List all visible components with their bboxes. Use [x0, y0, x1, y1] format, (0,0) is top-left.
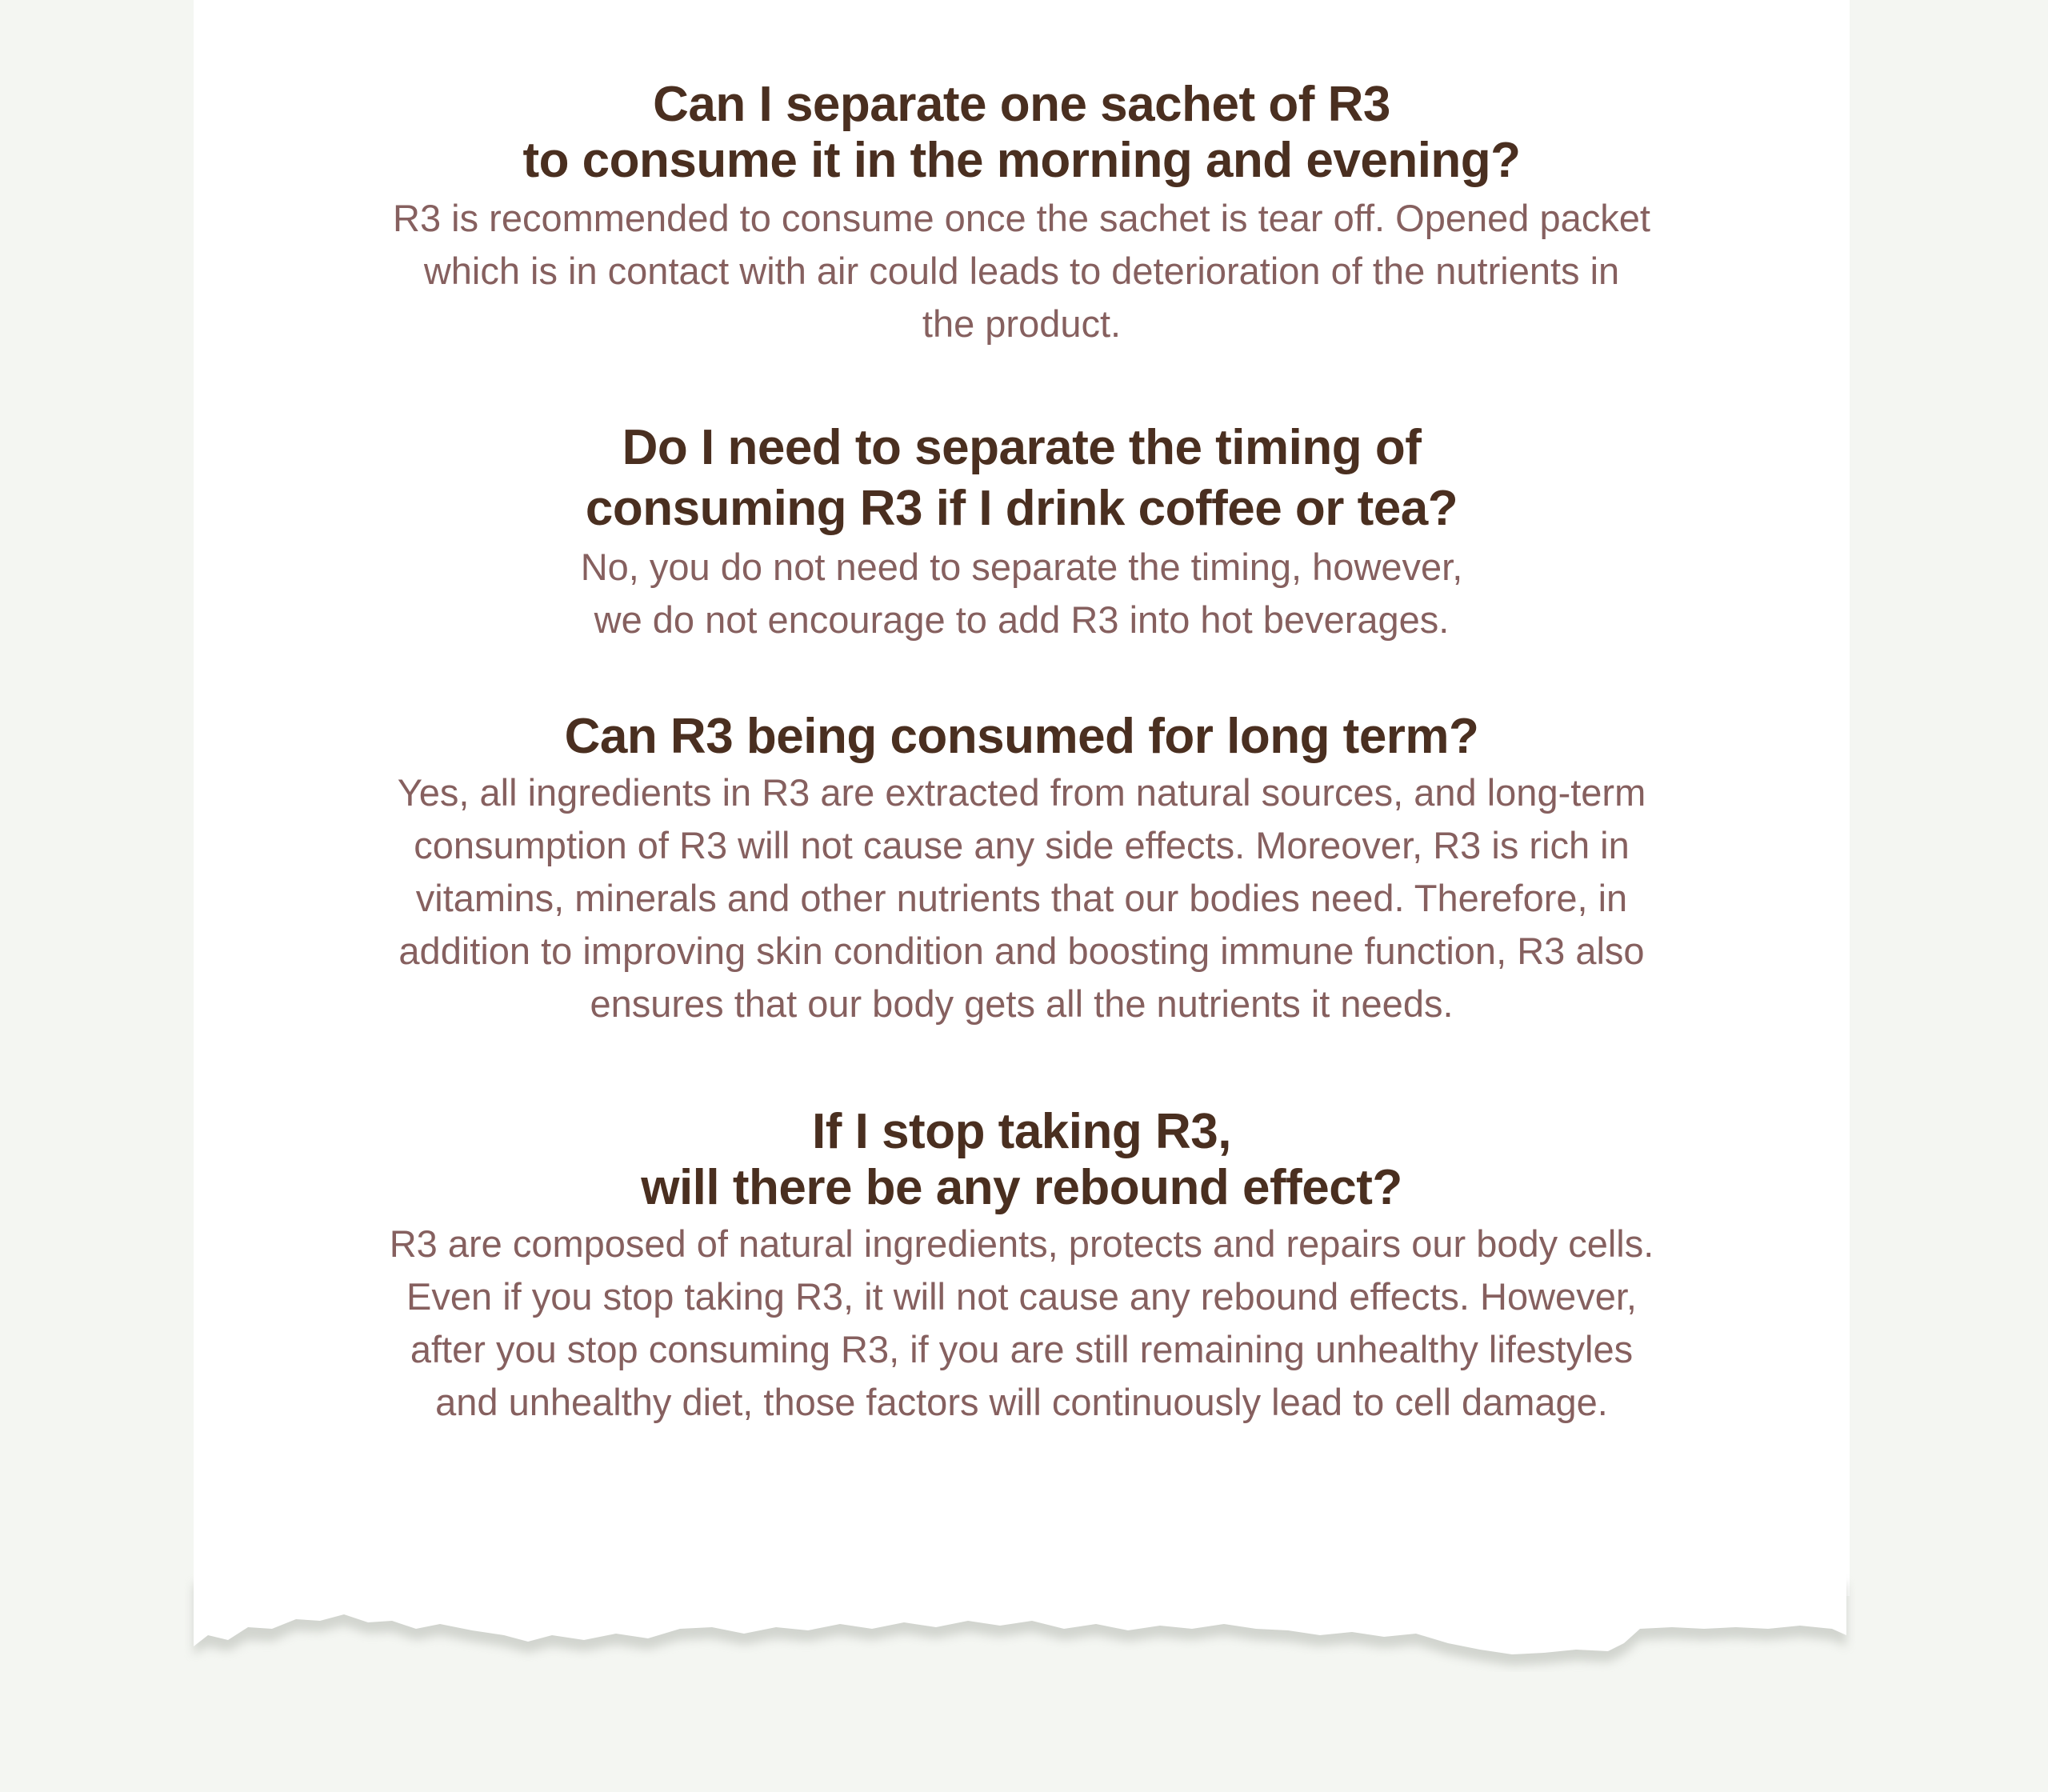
- answer-line: and unhealthy diet, those factors will continuously lead to cell damage.: [435, 1381, 1608, 1423]
- question-line: Do I need to separate the timing of: [622, 420, 1422, 475]
- answer-line: Even if you stop taking R3, it will not cause any rebound effects. However,: [406, 1275, 1637, 1318]
- question-line: to consume it in the morning and evening?: [522, 133, 1521, 188]
- faq-item: [274, 709, 1770, 1030]
- faq-question: [274, 1104, 1770, 1216]
- torn-paper-edge: [184, 1552, 1856, 1672]
- faq-answer: [274, 1218, 1770, 1429]
- answer-line: No, you do not need to separate the timing, however,: [580, 546, 1463, 588]
- answer-line: which is in contact with air could leads to deterioration of the nutrients in: [423, 250, 1620, 292]
- answer-line: R3 are composed of natural ingredients, protects and repairs our body cells.: [389, 1222, 1654, 1265]
- answer-line: ensures that our body gets all the nutrients it needs.: [590, 982, 1454, 1025]
- answer-line: R3 is recommended to consume once the sachet is tear off. Opened packet: [393, 197, 1650, 239]
- faq-question: [274, 77, 1770, 189]
- answer-line: vitamins, minerals and other nutrients that our bodies need. Therefore, in: [415, 877, 1628, 919]
- faq-answer: [274, 192, 1770, 350]
- faq-item: [274, 1104, 1770, 1429]
- answer-line: after you stop consuming R3, if you are still remaining unhealthy lifestyles: [410, 1328, 1634, 1370]
- question-line: If I stop taking R3,: [812, 1104, 1231, 1159]
- question-line: will there be any rebound effect?: [641, 1160, 1402, 1215]
- faq-answer: [274, 541, 1770, 646]
- answer-line: the product.: [922, 302, 1122, 345]
- answer-line: consumption of R3 will not cause any side effects. Moreover, R3 is rich in: [414, 824, 1630, 866]
- faq-item: [274, 418, 1770, 646]
- faq-question: [274, 709, 1770, 765]
- answer-line: Yes, all ingredients in R3 are extracted from natural sources, and long-term: [397, 771, 1646, 814]
- question-line: consuming R3 if I drink coffee or tea?: [585, 481, 1458, 536]
- faq-answer: [274, 766, 1770, 1030]
- question-line: Can R3 being consumed for long term?: [564, 709, 1479, 764]
- answer-line: addition to improving skin condition and boosting immune function, R3 also: [398, 930, 1645, 972]
- question-line: Can I separate one sachet of R3: [653, 77, 1390, 132]
- faq-item: [274, 77, 1770, 350]
- answer-line: we do not encourage to add R3 into hot beverages.: [594, 598, 1450, 641]
- faq-question: [274, 418, 1770, 539]
